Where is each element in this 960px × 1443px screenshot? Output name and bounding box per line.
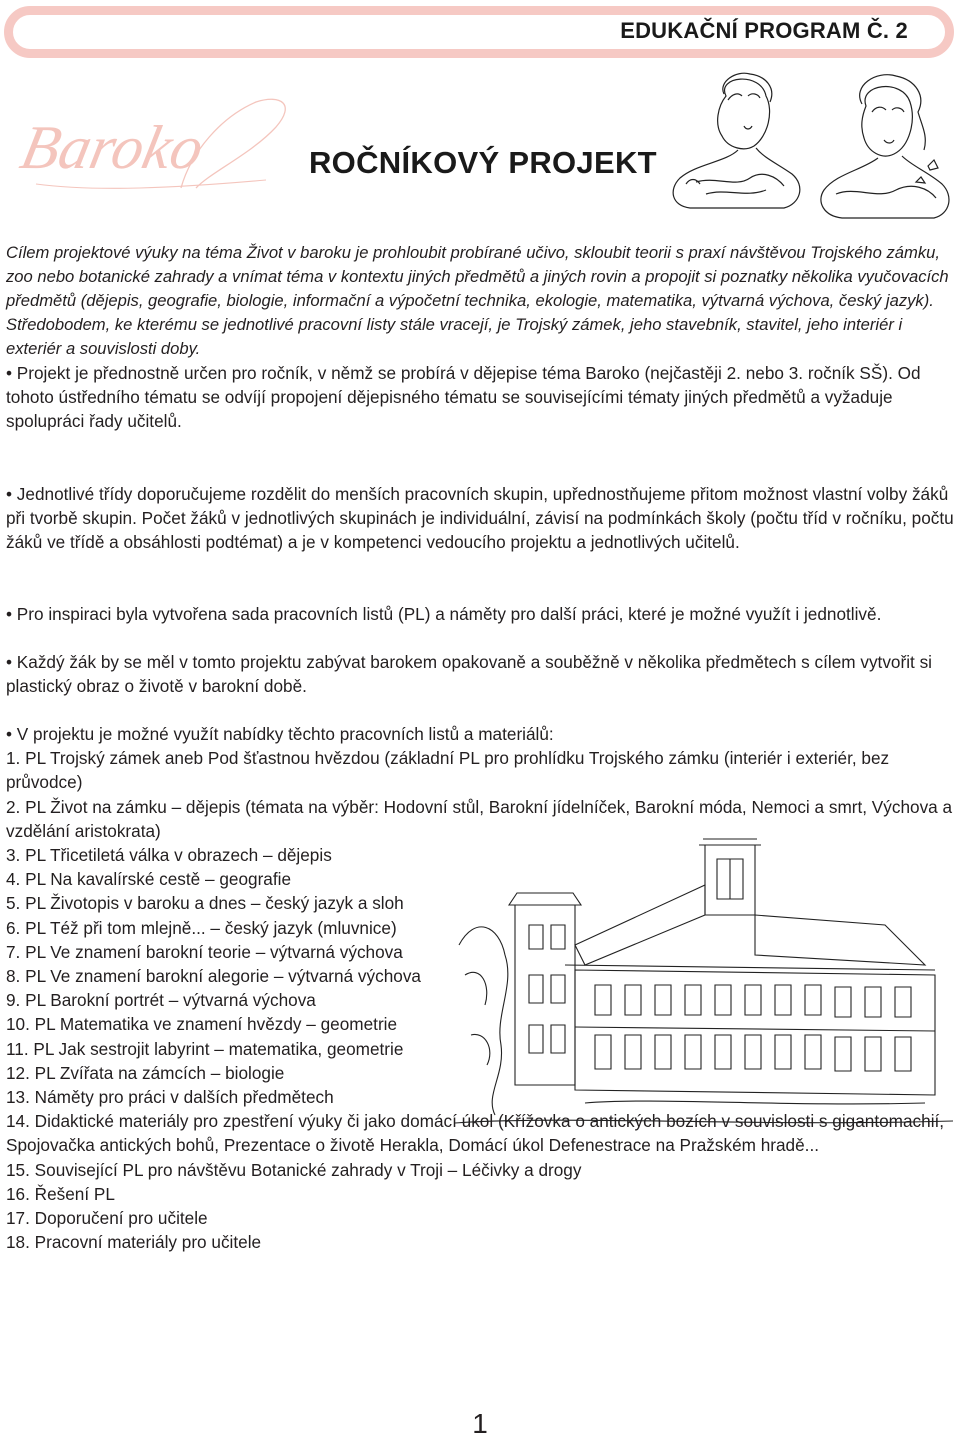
list-item: 3. PL Třicetiletá válka v obrazech – dějepis bbox=[6, 845, 332, 866]
list-item: 2. PL Život na zámku – dějepis (témata na výběr: Hodovní stůl, Barokní jídelníček, Barokní móda, Nemoci a smrt, Výchova a vzdělání aristokrata) bbox=[6, 796, 953, 841]
list-item: 10. PL Matematika ve znamení hvězdy – geometrie bbox=[6, 1014, 398, 1035]
list-item: 6. PL Též při tom mlejně... – český jazyk (mluvnice) bbox=[6, 917, 397, 938]
paragraph-each-student: • Každý žák by se měl v tomto projektu zabývat barokem opakovaně a souběžně v několika předmětech s cílem vytvořit si plastický obraz o životě v barokní době. bbox=[6, 650, 954, 698]
intro-paragraph bbox=[6, 241, 952, 361]
baroko-script-logo bbox=[6, 92, 306, 212]
paragraph-target-year: • Projekt je přednostně určen pro ročník, v němž se probírá v dějepise téma Baroko (nejčastěji 2. nebo 3. ročník SŠ). Od tohoto ústředního tématu se odvíjí propojení dějepisného tématu se souvisejícími tématy jiných předmětů a vyžaduje spolupráci řady učitelů. bbox=[6, 361, 954, 433]
list-item: 9. PL Barokní portrét – výtvarná výchova bbox=[6, 990, 316, 1011]
baroque-busts-illustration bbox=[666, 66, 956, 241]
list-item: 1. PL Trojský zámek aneb Pod šťastnou hvězdou (základní PL pro prohlídku Trojského zámku (interiér i exteriér, bez průvodce) bbox=[6, 748, 890, 793]
paragraph-inspiration: • Pro inspiraci byla vytvořena sada pracovních listů (PL) a náměty pro další práci, které je možné využít i jednotlivě. bbox=[6, 602, 954, 626]
program-label: EDUKAČNÍ PROGRAM Č. 2 bbox=[620, 18, 908, 43]
list-item: 12. PL Zvířata na zámcích – biologie bbox=[6, 1062, 285, 1083]
list-item: 17. Doporučení pro učitele bbox=[6, 1208, 208, 1229]
list-item: 7. PL Ve znamení barokní teorie – výtvarná výchova bbox=[6, 941, 403, 962]
list-item: 15. Související PL pro návštěvu Botanické zahrady v Troji – Léčivky a drogy bbox=[6, 1159, 582, 1180]
list-item: 18. Pracovní materiály pro učitele bbox=[6, 1232, 262, 1253]
intro-text-italic: Cílem projektové výuky na téma Život v baroku je prohloubit probírané učivo, skloubit teorii s praxí návštěvou Trojského zámku, zoo nebo botanické zahrady a vnímat téma v kontextu jiných předmětů a jiných rovin a propojit si poznatky několika vyučovacích předmětů (dějepis, geografie, biologie, informační a výpočetní technika, ekologie, matematika, výtvarná výchova, český jazyk). bbox=[6, 243, 949, 310]
list-item: 11. PL Jak sestrojit labyrint – matematika, geometrie bbox=[6, 1038, 404, 1059]
page-number: 1 bbox=[472, 1408, 488, 1439]
list-item: 4. PL Na kavalírské cestě – geografie bbox=[6, 869, 292, 890]
page-title: ROČNÍKOVÝ PROJEKT bbox=[309, 145, 657, 180]
troja-chateau-illustration bbox=[455, 835, 953, 1131]
list-intro: • V projektu je možné využít nabídky těchto pracovních listů a materiálů: bbox=[6, 722, 954, 746]
list-item: 14. Didaktické materiály pro zpestření výuky či jako domácí úkol (Křížovka o antických bozích v souvislosti s gigantomachií, Spojovačka antických bohů, Prezentace o životě Herakla, Domácí úkol Defenestrace na Pražském hradě... bbox=[6, 1111, 945, 1156]
baroko-script-text: Baroko bbox=[14, 112, 210, 182]
intro-text-emphasis: Středobodem, ke kterému se jednotlivé pracovní listy stále vracejí, je Trojský zámek, jeho stavebník, stavitel, jeho interiér i exteriér a souvislosti doby. bbox=[6, 315, 903, 358]
list-item: 16. Řešení PL bbox=[6, 1183, 115, 1204]
list-item: 13. Náměty pro práci v dalších předmětech bbox=[6, 1087, 334, 1108]
list-item: 8. PL Ve znamení barokní alegorie – výtvarná výchova bbox=[6, 966, 421, 987]
list-item: 5. PL Životopis v baroku a dnes – český jazyk a sloh bbox=[6, 893, 404, 914]
paragraph-groups: • Jednotlivé třídy doporučujeme rozdělit do menších pracovních skupin, upřednostňujeme přitom možnost vlastní volby žáků při tvorbě skupin. Počet žáků v jednotlivých skupinách je individuální, závisí na podmínkách školy (počtu tříd v ročníku, počtu žáků ve třídě a obsáhlosti podtémat) a je v kompetenci vedoucího projektu a jednotlivých učitelů. bbox=[6, 482, 954, 554]
